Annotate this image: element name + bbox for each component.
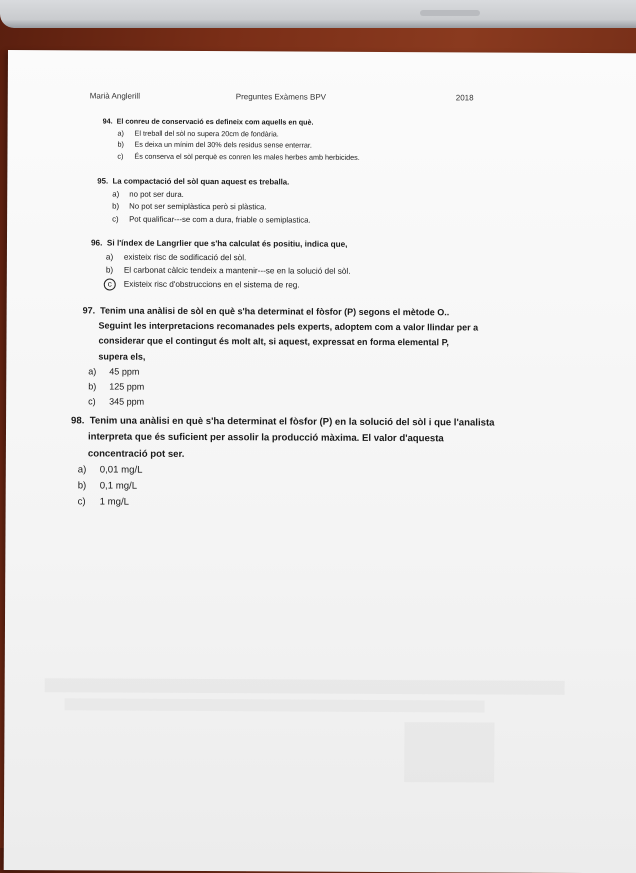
question-stem-line: supera els, [98,351,146,362]
question-stem: 94. El conreu de conservació es defineix com aquells en què. [102,116,314,127]
option-b: b) Es deixa un mínim del 30% dels residus sense enterrar. [117,139,312,150]
question-94 [102,115,360,163]
option-a: a) existeix risc de sodificació del sòl. [105,252,247,262]
question-stem: 96. Si l'índex de Langrlier que s'ha calculat és positiu, indica que, [90,238,348,249]
question-stem-line: concentració pot ser. [87,448,185,460]
option-a: a) no pot ser dura. [112,189,184,199]
option-a: a) 45 ppm [88,366,140,377]
option-a: a) 0,01 mg/L [77,464,143,476]
bleed-through-text [45,678,565,695]
answer-circle-mark: c [104,278,116,290]
laptop-lid-edge [0,0,636,28]
bleed-through-text [404,722,494,782]
header-title: Preguntes Exàmens BPV [235,92,327,102]
exam-sheet [4,50,636,873]
laptop-lid-highlight [420,10,480,16]
question-97 [82,303,513,412]
option-c: c) És conserva el sòl perquè es conren les males herbes amb herbicides. [117,151,360,162]
question-stem-line: Seguint les interpretacions recomanades pels experts, adoptem com a valor llindar per a [98,320,479,333]
option-c: c) Pot qualificar---se com a dura, friable o semiplastica. [112,214,311,225]
header-year: 2018 [455,93,474,103]
header-author: Marià Anglerill [89,91,141,101]
question-95 [97,175,311,227]
option-c: c) 1 mg/L [77,496,130,509]
bleed-through-text [65,698,485,712]
question-stem-line: considerar que el contingut és molt alt, si aquest, expressat en forma elemental P, [98,335,449,348]
option-b: b) No pot ser semiplàstica però si plàstica. [112,201,267,212]
question-96 [91,236,351,292]
question-stem-line: interpreta que és suficient per assolir la producció màxima. El valor d'aquesta [87,431,444,445]
option-b: b) 0,1 mg/L [77,480,138,492]
question-stem: 95. La compactació del sòl quan aquest es treballa. [97,176,290,187]
option-c-circled: c Existeix risc d'obstruccions en el sistema de reg. [91,277,351,292]
option-c: c) 345 ppm [88,396,145,407]
option-a: a) El treball del sòl no supera 20cm de fondària. [117,128,279,139]
question-98 [71,413,532,513]
option-b: b) El carbonat càlcic tendeix a mantenir---se en la solució del sòl. [105,265,351,276]
question-stem: 97. Tenim una anàlisi de sòl en què s'ha determinat el fòsfor (P) segons el mètode O.. [82,305,450,318]
question-stem: 98. Tenim una anàlisi en què s'ha determinat el fòsfor (P) en la solució del sòl i que l'analista [71,415,495,429]
option-b: b) 125 ppm [88,381,145,392]
